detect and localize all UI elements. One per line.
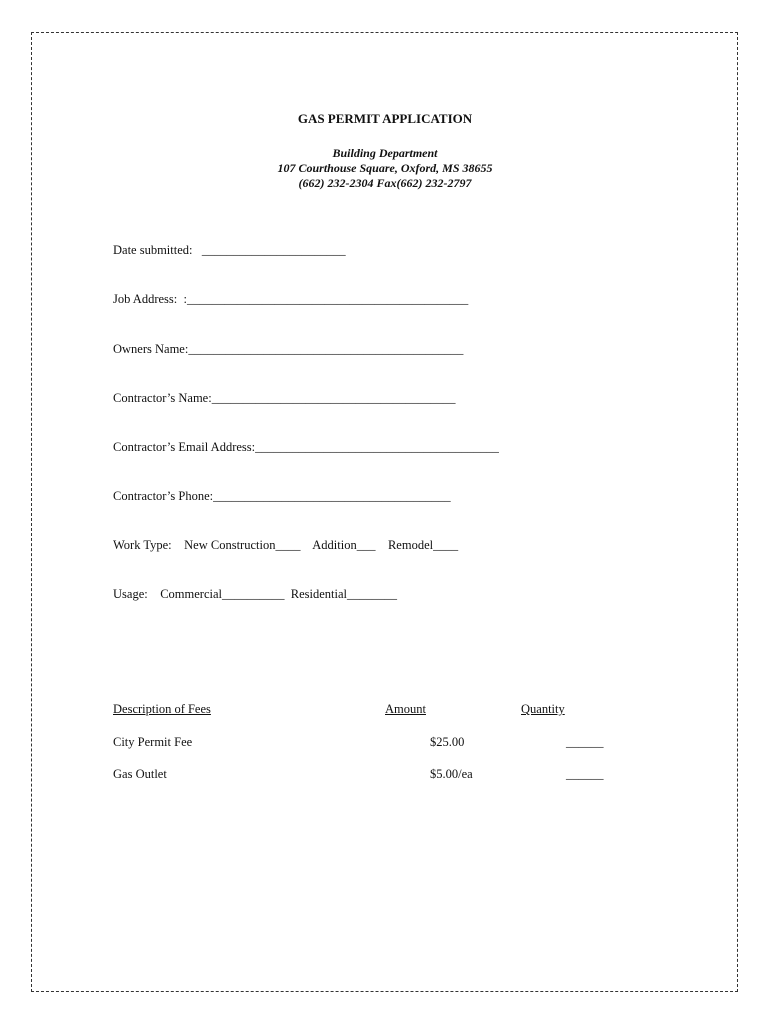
fees-header-quantity: Quantity [521,702,565,716]
usage-field[interactable]: Usage: Commercial__________ Residential________ [113,587,397,601]
contractor-email-field[interactable]: Contractor’s Email Address:_______________________________________ [113,440,499,454]
fee-amount: $25.00 [430,735,465,749]
department-name: Building Department [332,146,438,160]
contractor-name-field[interactable]: Contractor’s Name:_______________________________________ [113,391,456,405]
date-submitted-field[interactable]: Date submitted: _______________________ [113,243,346,257]
work-type-field[interactable]: Work Type: New Construction____ Addition___ Remodel____ [113,538,459,552]
contractor-phone-field[interactable]: Contractor’s Phone:______________________________________ [113,489,451,503]
fee-description: City Permit Fee [113,735,193,749]
fees-header-description: Description of Fees [113,702,211,716]
fee-description: Gas Outlet [113,767,167,781]
fee-amount: $5.00/ea [430,767,473,781]
department-phone-fax: (662) 232-2304 Fax(662) 232-2797 [298,176,472,190]
job-address-field[interactable]: Job Address: :_____________________________________________ [113,292,469,306]
fees-header-amount: Amount [385,702,426,716]
fee-quantity-field[interactable]: ______ [566,735,604,749]
department-address: 107 Courthouse Square, Oxford, MS 38655 [277,161,493,175]
fee-quantity-field[interactable]: ______ [566,767,604,781]
owners-name-field[interactable]: Owners Name:____________________________________________ [113,342,464,356]
form-title: GAS PERMIT APPLICATION [297,111,473,126]
